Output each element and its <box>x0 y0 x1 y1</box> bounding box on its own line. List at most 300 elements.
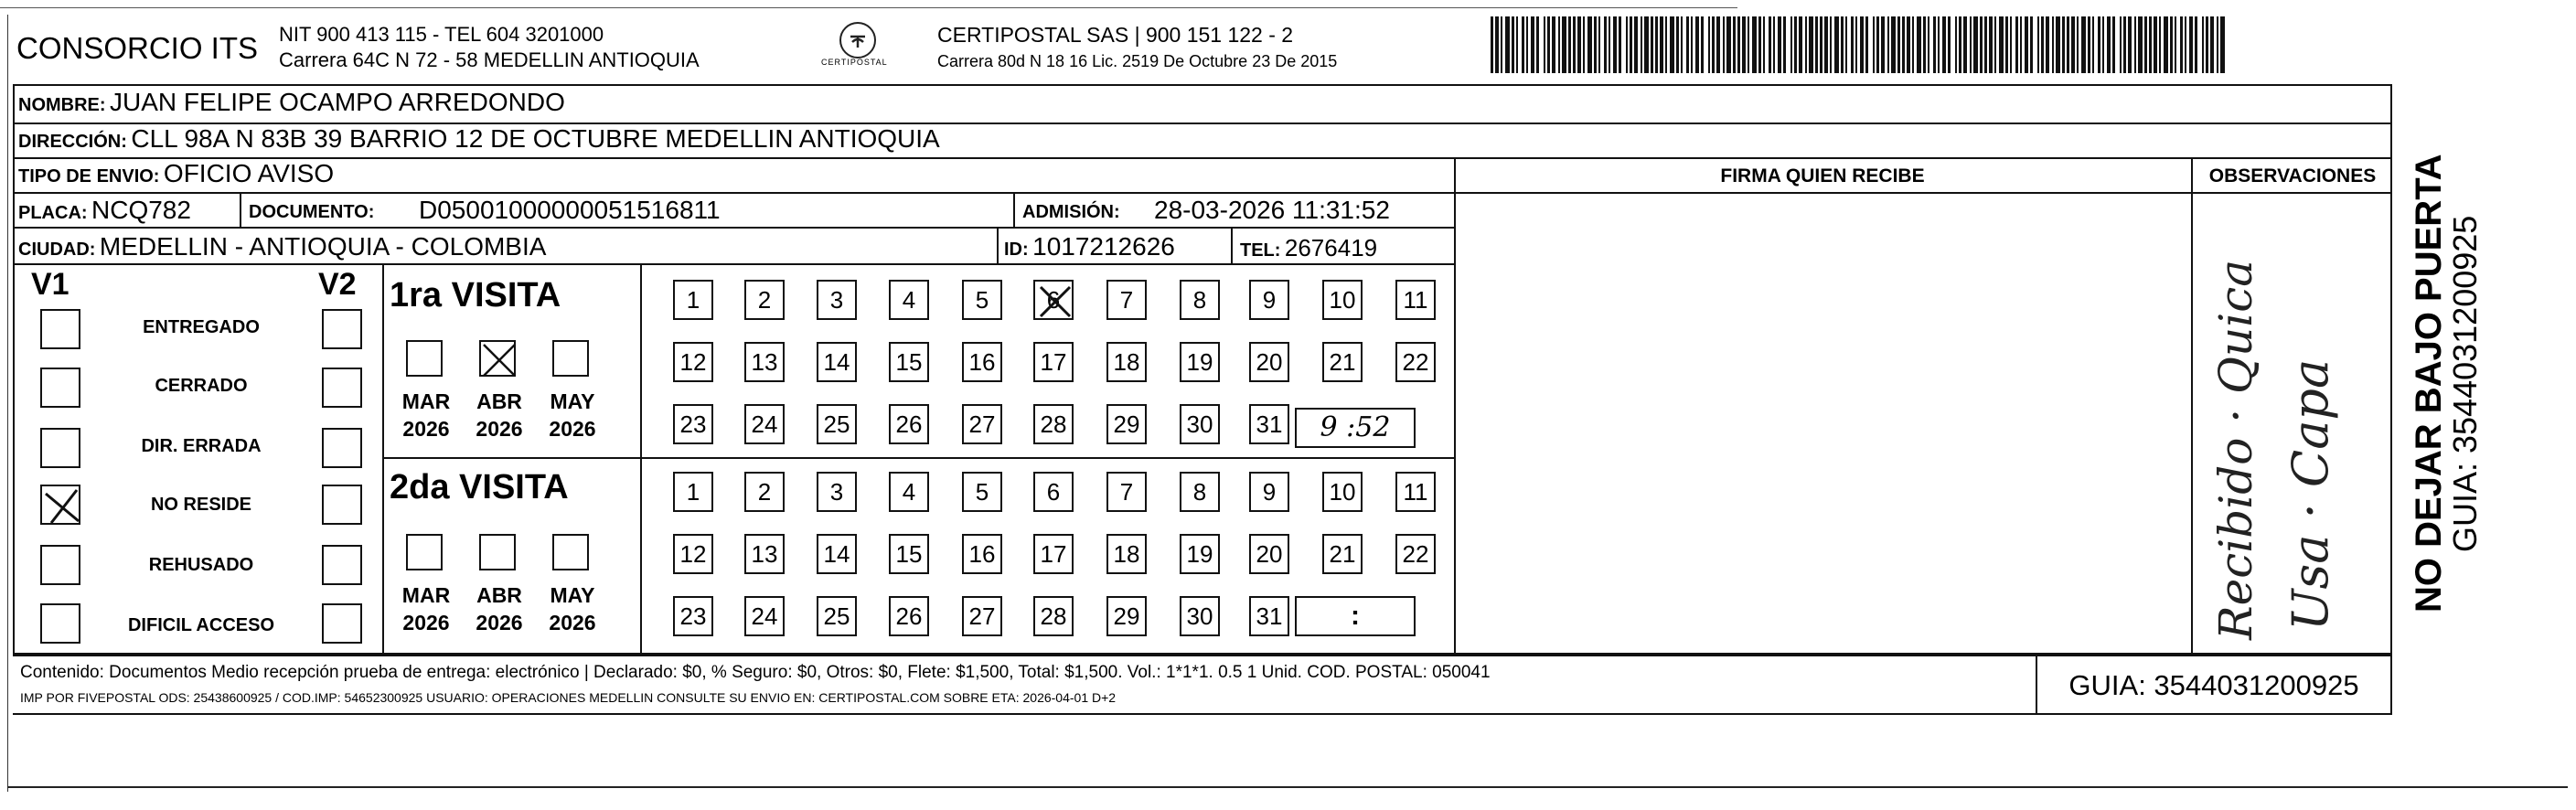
barcode-bar <box>1641 16 1642 73</box>
first-visit-day-19[interactable]: 19 <box>1180 342 1220 382</box>
id-row <box>1004 234 1175 260</box>
document-label: DOCUMENTO: <box>249 202 375 222</box>
barcode-bar <box>2144 16 2147 73</box>
tel-value: 2676419 <box>1284 234 1378 261</box>
name-label: NOMBRE: <box>18 95 106 115</box>
plate-label: PLACA: <box>18 203 88 223</box>
first-visit-day-24[interactable]: 24 <box>744 404 785 444</box>
second-month-abr: ABR <box>476 583 522 607</box>
entregado-v1-checkbox[interactable] <box>40 309 80 349</box>
second-visit-mar-box[interactable] <box>406 534 443 570</box>
barcode-bar <box>1752 16 1757 73</box>
barcode-bar <box>1505 16 1510 73</box>
barcode-bar <box>1676 16 1679 73</box>
barcode-bar <box>2067 16 2069 73</box>
barcode-bar <box>2102 16 2104 73</box>
barcode-bar <box>1681 16 1683 73</box>
second-visit-title: 2da VISITA <box>390 468 569 506</box>
shipment-type: OFICIO AVISO <box>163 159 335 187</box>
first-visit-day-5[interactable]: 5 <box>962 280 1002 320</box>
barcode-bar <box>1748 16 1749 73</box>
barcode-bar <box>1691 16 1693 73</box>
barcode-bar <box>2041 16 2044 73</box>
bottom-edge-line <box>7 786 2568 788</box>
first-visit-time[interactable]: 9 :52 <box>1295 408 1416 448</box>
barcode-bar <box>2128 16 2132 73</box>
barcode-bar <box>1758 16 1761 73</box>
status-no-reside: NO RESIDE <box>150 495 252 515</box>
barcode-bar <box>1655 16 1658 73</box>
company-nit-tel: NIT 900 413 115 - TEL 604 3201000 <box>279 23 604 46</box>
barcode-bar <box>2195 16 2197 73</box>
top-edge-line <box>0 7 1737 8</box>
entregado-v2-checkbox[interactable] <box>322 309 362 349</box>
barcode-bar <box>2217 16 2218 73</box>
rehusado-v1-checkbox[interactable] <box>40 545 80 585</box>
barcode-bar <box>1701 16 1704 73</box>
no-reside-v2-checkbox[interactable] <box>322 485 362 525</box>
barcode-bar <box>1980 16 1983 73</box>
barcode-bar <box>2107 16 2111 73</box>
barcode-bar <box>1851 16 1854 73</box>
barcode-bar <box>1726 16 1731 73</box>
first-visit-day-30[interactable]: 30 <box>1180 404 1220 444</box>
first-visit-day-29[interactable]: 29 <box>1106 404 1147 444</box>
second-visit-day-11[interactable]: 11 <box>1395 472 1436 512</box>
second-visit-day-1[interactable]: 1 <box>673 472 713 512</box>
second-visit-day-6[interactable]: 6 <box>1033 472 1074 512</box>
first-month-abr: ABR <box>476 389 522 413</box>
barcode-bar <box>2220 16 2225 73</box>
barcode-bar <box>2180 16 2183 73</box>
barcode-bar <box>1587 16 1592 73</box>
barcode-bar <box>1763 16 1765 73</box>
first-visit-day-6[interactable]: 6 <box>1033 280 1074 320</box>
barcode-bar <box>1938 16 1940 73</box>
first-visit-day-12[interactable]: 12 <box>673 342 713 382</box>
barcode-bar <box>1501 16 1502 73</box>
barcode-bar <box>1544 16 1545 73</box>
barcode-bar <box>1619 16 1621 73</box>
cerrado-v2-checkbox[interactable] <box>322 368 362 408</box>
barcode-bar <box>1824 16 1828 73</box>
barcode-bar <box>1583 16 1585 73</box>
barcode-bar <box>1923 16 1926 73</box>
first-month-mar: MAR <box>401 389 451 413</box>
barcode-bar <box>1845 16 1847 73</box>
barcode-bar <box>1737 16 1740 73</box>
cerrado-v1-checkbox[interactable] <box>40 368 80 408</box>
recipient-name: JUAN FELIPE OCAMPO ARREDONDO <box>110 88 565 116</box>
barcode-bar <box>2159 16 2161 73</box>
barcode-bar <box>1626 16 1628 73</box>
barcode-bar <box>1948 16 1951 73</box>
barcode-bar <box>2120 16 2122 73</box>
first-visit-day-13[interactable]: 13 <box>744 342 785 382</box>
second-visit-day-31[interactable]: 31 <box>1249 596 1289 636</box>
barcode-bar <box>1495 16 1499 73</box>
barcode-bar <box>1594 16 1597 73</box>
first-visit-day-22[interactable]: 22 <box>1395 342 1436 382</box>
barcode-bar <box>2210 16 2214 73</box>
barcode-bar <box>1994 16 1996 73</box>
first-visit-day-16[interactable]: 16 <box>962 342 1002 382</box>
barcode-bar <box>1630 16 1632 73</box>
barcode-bar <box>1665 16 1667 73</box>
barcode-bar <box>1942 16 1946 73</box>
barcode-bar <box>1573 16 1576 73</box>
first-visit-abr-box[interactable] <box>479 340 516 377</box>
barcode-bar <box>1887 16 1889 73</box>
type-label: TIPO DE ENVIO: <box>18 166 160 187</box>
barcode-bar <box>1830 16 1832 73</box>
barcode-bar <box>2138 16 2143 73</box>
months-panel-divider <box>640 263 642 655</box>
barcode-bar <box>2071 16 2075 73</box>
barcode-bar <box>2052 16 2054 73</box>
barcode-bar <box>1959 16 1961 73</box>
barcode-bar <box>1609 16 1610 73</box>
barcode-bar <box>1783 16 1786 73</box>
second-visit-day-13[interactable]: 13 <box>744 534 785 574</box>
barcode-bar <box>2005 16 2008 73</box>
barcode-bar <box>1598 16 1600 73</box>
second-visit-day-5[interactable]: 5 <box>962 472 1002 512</box>
status-dificil-acceso: DIFICIL ACCESO <box>127 615 274 635</box>
barcode-bar <box>1799 16 1802 73</box>
second-visit-day-20[interactable]: 20 <box>1249 534 1289 574</box>
barcode-bar <box>1613 16 1617 73</box>
barcode-bar <box>2010 16 2012 73</box>
barcode-bar <box>1512 16 1514 73</box>
barcode-bar <box>1902 16 1905 73</box>
second-month-mar: MAR <box>401 583 451 607</box>
city-value: MEDELLIN - ANTIOQUIA - COLOMBIA <box>99 232 547 261</box>
id-value: 1017212626 <box>1032 232 1175 261</box>
second-year-mar: 2026 <box>402 611 450 634</box>
barcode-bar <box>1491 16 1493 73</box>
barcode-bar <box>1891 16 1896 73</box>
no-dejar-bajo-puerta-label: NO DEJAR BAJO PUERTA <box>2409 154 2449 613</box>
type-row <box>18 161 334 187</box>
barcode-bar <box>1773 16 1775 73</box>
barcode-bar <box>2098 16 2100 73</box>
name-row <box>18 90 565 115</box>
status-panel-divider <box>382 263 384 655</box>
second-visit-day-15[interactable]: 15 <box>889 534 929 574</box>
barcode-bar <box>2206 16 2208 73</box>
first-visit-day-18[interactable]: 18 <box>1106 342 1147 382</box>
barcode-bar <box>1897 16 1900 73</box>
address-row <box>18 126 940 152</box>
barcode-bar <box>2046 16 2049 73</box>
left-edge-line <box>7 15 8 792</box>
first-visit-day-20[interactable]: 20 <box>1249 342 1289 382</box>
v1-header: V1 <box>31 267 69 302</box>
barcode-bar <box>1660 16 1663 73</box>
barcode-bar <box>1794 16 1797 73</box>
observations-header: OBSERVACIONES <box>2208 165 2377 187</box>
barcode-bar <box>1815 16 1818 73</box>
first-visit-day-27[interactable]: 27 <box>962 404 1002 444</box>
barcode-bar <box>1970 16 1972 73</box>
second-visit-day-16[interactable]: 16 <box>962 534 1002 574</box>
barcode-bar <box>1712 16 1715 73</box>
first-visit-day-1[interactable]: 1 <box>673 280 713 320</box>
barcode-bar <box>2202 16 2204 73</box>
barcode-bar <box>1881 16 1885 73</box>
handwritten-note-1: Recibido · Quica <box>2209 259 2262 640</box>
first-visit-day-15[interactable]: 15 <box>889 342 929 382</box>
first-visit-mar-box[interactable] <box>406 340 443 377</box>
barcode-bar <box>1841 16 1844 73</box>
id-label: ID: <box>1004 240 1029 260</box>
barcode-bar <box>1644 16 1649 73</box>
company-name: CONSORCIO ITS <box>16 31 259 65</box>
status-entregado: ENTREGADO <box>143 317 260 337</box>
barcode-bar <box>1778 16 1781 73</box>
second-visit-day-4[interactable]: 4 <box>889 472 929 512</box>
second-year-abr: 2026 <box>476 611 523 634</box>
city-label: CIUDAD: <box>18 240 96 260</box>
barcode-bar <box>1695 16 1699 73</box>
barcode-bar <box>1577 16 1581 73</box>
checkmark-x-icon <box>481 342 518 378</box>
courier-name: CERTIPOSTAL SAS | 900 151 122 - 2 <box>937 23 1294 47</box>
tel-label: TEL: <box>1240 240 1281 261</box>
barcode-bar <box>1955 16 1957 73</box>
footer-content: Contenido: Documentos Medio recepción prueba de entrega: electrónico | Declarado: $0, % Seguro: $0, Otros: $0, Flete: $1,500, Total: $1,500. Vol.: 1*1*1. 0.5 1 Unid. COD. POSTAL: 050041 <box>20 663 1491 682</box>
barcode-bar <box>1820 16 1822 73</box>
barcode-bar <box>1769 16 1771 73</box>
second-visit-day-22[interactable]: 22 <box>1395 534 1436 574</box>
barcode-bar <box>2092 16 2094 73</box>
barcode-bar <box>1522 16 1524 73</box>
barcode-bar <box>1558 16 1560 73</box>
barcode-bar <box>2175 16 2176 73</box>
first-visit-may-box[interactable] <box>552 340 589 377</box>
first-visit-day-9[interactable]: 9 <box>1249 280 1289 320</box>
barcode-bar <box>2164 16 2168 73</box>
second-visit-day-28[interactable]: 28 <box>1033 596 1074 636</box>
observations-column-left-line <box>2191 157 2193 655</box>
barcode-bar <box>1834 16 1839 73</box>
barcode-bar <box>2123 16 2126 73</box>
city-row <box>18 234 546 260</box>
company-address: Carrera 64C N 72 - 58 MEDELLIN ANTIOQUIA <box>279 48 700 71</box>
status-rehusado: REHUSADO <box>148 555 254 575</box>
barcode-bar <box>1928 16 1929 73</box>
barcode-bar <box>2154 16 2157 73</box>
footer-bottom-line <box>13 713 2036 715</box>
barcode-bar <box>2081 16 2086 73</box>
second-visit-day-17[interactable]: 17 <box>1033 534 1074 574</box>
barcode-bar <box>1723 16 1725 73</box>
first-visit-title: 1ra VISITA <box>390 276 561 314</box>
barcode-bar <box>1963 16 1967 73</box>
barcode-bar <box>2134 16 2136 73</box>
barcode-bar <box>1907 16 1910 73</box>
dir-errada-v1-checkbox[interactable] <box>40 428 80 468</box>
second-visit-day-24[interactable]: 24 <box>744 596 785 636</box>
tel-row <box>1240 236 1377 260</box>
first-visit-day-11[interactable]: 11 <box>1395 280 1436 320</box>
barcode-bar <box>1547 16 1550 73</box>
barcode-bar <box>1973 16 1978 73</box>
v2-header: V2 <box>318 267 357 302</box>
second-visit-day-14[interactable]: 14 <box>817 534 857 574</box>
barcode-bar <box>2149 16 2152 73</box>
plate-value: NCQ782 <box>91 196 191 224</box>
admission-label: ADMISIÓN: <box>1022 202 1120 222</box>
barcode-bar <box>1860 16 1864 73</box>
first-visit-day-7[interactable]: 7 <box>1106 280 1147 320</box>
side-guia-label: GUIA: 3544031200925 <box>2446 215 2484 552</box>
barcode-bar <box>2185 16 2186 73</box>
checkmark-x-icon <box>42 486 82 527</box>
barcode-bar <box>1536 16 1539 73</box>
status-dir-errada: DIR. ERRADA <box>141 436 262 456</box>
first-visit-day-17[interactable]: 17 <box>1033 342 1074 382</box>
barcode-bar <box>2077 16 2079 73</box>
barcode-bar <box>1742 16 1746 73</box>
status-cerrado: CERRADO <box>155 376 248 396</box>
barcode-bar <box>1670 16 1674 73</box>
second-visit-may-box[interactable] <box>552 534 589 570</box>
barcode-bar <box>1865 16 1868 73</box>
barcode-bar <box>2015 16 2018 73</box>
dificil-acceso-v2-checkbox[interactable] <box>322 603 362 644</box>
barcode-bar <box>2062 16 2065 73</box>
checkmark-x-icon <box>1035 282 1075 322</box>
first-visit-day-23[interactable]: 23 <box>673 404 713 444</box>
second-visit-day-19[interactable]: 19 <box>1180 534 1220 574</box>
first-visit-day-8[interactable]: 8 <box>1180 280 1220 320</box>
second-visit-day-7[interactable]: 7 <box>1106 472 1147 512</box>
second-visit-day-3[interactable]: 3 <box>817 472 857 512</box>
barcode-bar <box>1933 16 1936 73</box>
first-visit-day-2[interactable]: 2 <box>744 280 785 320</box>
barcode-bar <box>1552 16 1555 73</box>
handwritten-note-2: Usa · Capa <box>2282 358 2339 631</box>
admission-value: 28-03-2026 11:31:52 <box>1154 196 1390 224</box>
barcode-bar <box>2189 16 2193 73</box>
second-visit-day-25[interactable]: 25 <box>817 596 857 636</box>
barcode-bar <box>1708 16 1710 73</box>
barcode-bar <box>1917 16 1921 73</box>
first-year-may: 2026 <box>549 417 596 441</box>
second-visit-day-2[interactable]: 2 <box>744 472 785 512</box>
barcode-bar <box>1716 16 1720 73</box>
first-visit-day-4[interactable]: 4 <box>889 280 929 320</box>
barcode-bar <box>1873 16 1875 73</box>
footer-guia: GUIA: 3544031200925 <box>2068 669 2359 701</box>
barcode-bar <box>2030 16 2033 73</box>
second-visit-day-30[interactable]: 30 <box>1180 596 1220 636</box>
barcode-bar <box>1568 16 1571 73</box>
rehusado-v2-checkbox[interactable] <box>322 545 362 585</box>
first-visit-day-26[interactable]: 26 <box>889 404 929 444</box>
second-visit-abr-box[interactable] <box>479 534 516 570</box>
signature-column-left-line <box>1454 157 1456 655</box>
barcode-bar <box>2112 16 2115 73</box>
barcode-bar <box>1805 16 1807 73</box>
plate-row <box>18 197 191 223</box>
signature-header: FIRMA QUIEN RECIBE <box>1720 165 1925 187</box>
second-visit-day-18[interactable]: 18 <box>1106 534 1147 574</box>
no-reside-v1-checkbox[interactable] <box>40 485 80 525</box>
second-visit-day-27[interactable]: 27 <box>962 596 1002 636</box>
barcode-bar <box>1651 16 1653 73</box>
barcode <box>1491 16 2222 73</box>
visits-divider <box>382 457 1454 459</box>
second-month-may: MAY <box>550 583 595 607</box>
dificil-acceso-v1-checkbox[interactable] <box>40 603 80 644</box>
barcode-bar <box>1876 16 1879 73</box>
first-visit-day-14[interactable]: 14 <box>817 342 857 382</box>
second-visit-day-9[interactable]: 9 <box>1249 472 1289 512</box>
second-year-may: 2026 <box>549 611 596 634</box>
barcode-bar <box>1999 16 2004 73</box>
barcode-bar <box>2056 16 2060 73</box>
first-visit-day-28[interactable]: 28 <box>1033 404 1074 444</box>
first-visit-day-3[interactable]: 3 <box>817 280 857 320</box>
document-value: D05001000000051516811 <box>419 196 721 224</box>
address-label: DIRECCIÓN: <box>18 132 127 152</box>
barcode-bar <box>1526 16 1528 73</box>
second-visit-day-8[interactable]: 8 <box>1180 472 1220 512</box>
barcode-bar <box>1809 16 1813 73</box>
barcode-bar <box>1733 16 1736 73</box>
first-visit-day-31[interactable]: 31 <box>1249 404 1289 444</box>
logo-text: CERTIPOSTAL <box>821 58 888 67</box>
barcode-bar <box>1562 16 1566 73</box>
barcode-bar <box>1634 16 1638 73</box>
barcode-bar <box>1790 16 1792 73</box>
dir-errada-v2-checkbox[interactable] <box>322 428 362 468</box>
second-visit-time[interactable]: : <box>1295 596 1416 636</box>
certipostal-logo-icon <box>839 22 876 59</box>
second-visit-day-10[interactable]: 10 <box>1322 472 1363 512</box>
barcode-bar <box>1531 16 1534 73</box>
barcode-bar <box>1984 16 1987 73</box>
first-year-abr: 2026 <box>476 417 523 441</box>
second-visit-day-29[interactable]: 29 <box>1106 596 1147 636</box>
barcode-bar <box>1516 16 1518 73</box>
first-visit-day-10[interactable]: 10 <box>1322 280 1363 320</box>
courier-address: Carrera 80d N 18 16 Lic. 2519 De Octubre 23 De 2015 <box>937 52 1338 70</box>
second-visit-day-26[interactable]: 26 <box>889 596 929 636</box>
barcode-bar <box>2088 16 2090 73</box>
footer-imp: IMP POR FIVEPOSTAL ODS: 25438600925 / COD.IMP: 54652300925 USUARIO: OPERACIONES MEDELLIN CONSULTE SU ENVIO EN: CERTIPOSTAL.COM SOBRE ETA: 2026-04-01 D+2 <box>20 690 1117 705</box>
barcode-bar <box>1604 16 1607 73</box>
second-visit-day-12[interactable]: 12 <box>673 534 713 574</box>
second-visit-day-21[interactable]: 21 <box>1322 534 1363 574</box>
first-year-mar: 2026 <box>402 417 450 441</box>
barcode-bar <box>1686 16 1689 73</box>
barcode-bar <box>1989 16 1993 73</box>
first-visit-day-25[interactable]: 25 <box>817 404 857 444</box>
first-visit-day-21[interactable]: 21 <box>1322 342 1363 382</box>
barcode-bar <box>2025 16 2028 73</box>
first-month-may: MAY <box>550 389 595 413</box>
barcode-bar <box>2020 16 2022 73</box>
barcode-bar <box>2037 16 2039 73</box>
recipient-address: CLL 98A N 83B 39 BARRIO 12 DE OCTUBRE MEDELLIN ANTIOQUIA <box>131 124 940 153</box>
barcode-bar <box>1912 16 1914 73</box>
second-visit-day-23[interactable]: 23 <box>673 596 713 636</box>
barcode-bar <box>1855 16 1857 73</box>
